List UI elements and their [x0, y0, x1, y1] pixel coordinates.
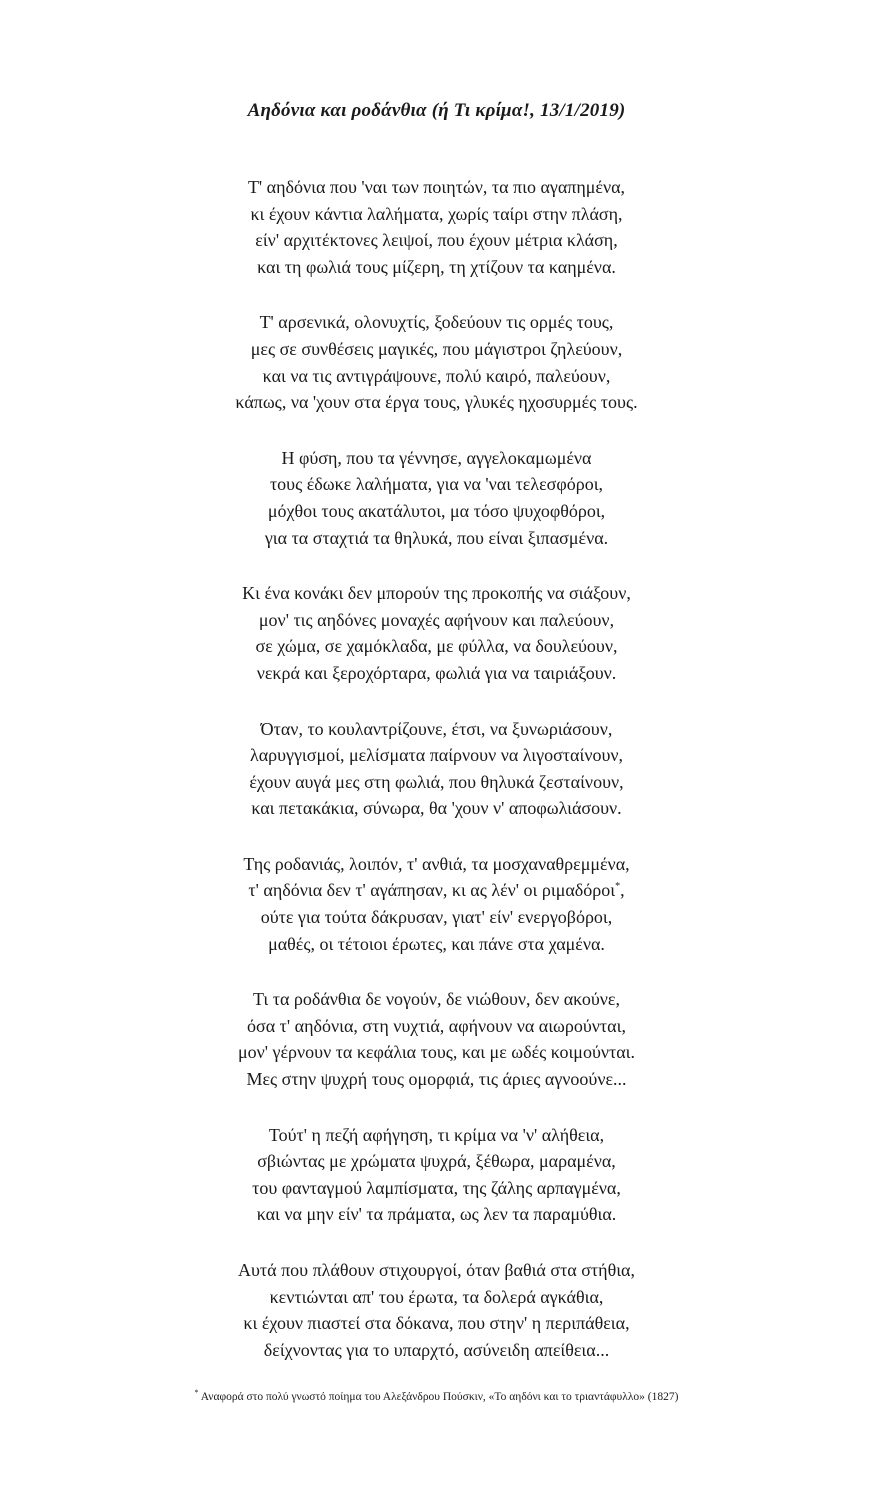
poem-line	[0, 716, 873, 743]
poem-line-text: μον' τις αηδόνες μοναχές αφήνουν και παλεύουν,	[258, 609, 615, 630]
stanza	[0, 986, 873, 1092]
poem-line	[0, 1066, 873, 1093]
poem-line-text: μον' γέρνουν τα κεφάλια τους, και με ωδές κοιμούνται.	[237, 1042, 636, 1063]
stanza	[0, 445, 873, 551]
poem-line	[0, 254, 873, 281]
poem-line-text: του φανταγμού λαμπίσματα, της ζάλης αρπαγμένα,	[252, 1177, 621, 1198]
poem-body	[0, 174, 873, 1392]
poem-line-text: λαρυγγισμοί, μελίσματα παίρνουν να λιγοσταίνουν,	[249, 745, 624, 766]
poem-line	[0, 336, 873, 363]
poem-line-text: Της ροδανιάς, λοιπόν, τ' ανθιά, τα μοσχαναθρεμμένα,	[243, 853, 630, 874]
poem-line	[0, 769, 873, 796]
poem-line	[0, 363, 873, 390]
poem-line-text: για τα σταχτιά τα θηλυκά, που είναι ξιπασμένα.	[264, 527, 609, 548]
footnote-marker: *	[194, 1388, 199, 1398]
poem-line	[0, 525, 873, 552]
poem-line-text: Αυτά που πλάθουν στιχουργοί, όταν βαθιά στα στήθια,	[238, 1260, 635, 1280]
poem-line-text: και να μην είν' τα πράματα, ως λεν τα παραμύθια.	[256, 1204, 617, 1225]
poem-line-text: Τ' αηδόνια που 'ναι των ποιητών, τα πιο αγαπημένα,	[247, 177, 626, 197]
footnote-text: Αναφορά στο πολύ γνωστό ποίημα του Αλεξάνδρου Πούσκιν, «Το αηδόνι και το τριαντάφυλλο» (1827)	[200, 1391, 679, 1403]
poem-line-text: κι έχουν πιαστεί στα δόκανα, που στην' η περιπάθεια,	[243, 1313, 630, 1334]
poem-line	[0, 1201, 873, 1228]
poem-line-text: Η φύση, που τα γέννησε, αγγελοκαμωμένα	[281, 447, 592, 468]
poem-line-text: σβιώντας με χρώματα ψυχρά, ξέθωρα, μαραμένα,	[257, 1151, 616, 1172]
stanza	[0, 580, 873, 686]
poem-line-text: μόχθοι τους ακατάλυτοι, μα τόσο ψυχοφθόροι,	[267, 500, 606, 521]
stanza	[0, 716, 873, 822]
poem-line-text: Κι ένα κονάκι δεν μπορούν της προκοπής να σιάξουν,	[242, 583, 631, 604]
stanza	[0, 1257, 873, 1363]
poem-line-text: είν' αρχιτέκτονες λειψοί, που έχουν μέτρια κλάση,	[255, 230, 618, 251]
poem-line	[0, 1310, 873, 1337]
poem-line	[0, 389, 873, 416]
poem-line	[0, 633, 873, 660]
stanza	[0, 851, 873, 957]
poem-line	[0, 1039, 873, 1066]
poem-line-text: Όταν, το κουλαντρίζουνε, έτσι, να ξυνωριάσουν,	[260, 718, 613, 739]
poem-line-text: τους έδωκε λαλήματα, για να 'ναι τελεσφόροι,	[269, 474, 604, 495]
poem-line	[0, 795, 873, 822]
poem-line	[0, 1148, 873, 1175]
poem-line	[0, 1257, 873, 1284]
poem-line	[0, 660, 873, 687]
poem-line-text: όσα τ' αηδόνια, στη νυχτιά, αφήνουν να αιωρούνται,	[247, 1015, 626, 1036]
poem-line-text: και πετακάκια, σύνωρα, θα 'χουν ν' αποφωλιάσουν.	[251, 798, 622, 819]
poem-line-text: έχουν αυγά μες στη φωλιά, που θηλυκά ζεσταίνουν,	[249, 771, 624, 792]
poem-line	[0, 471, 873, 498]
poem-line	[0, 904, 873, 931]
poem-line	[0, 931, 873, 958]
poem-title: Αηδόνια και ροδάνθια (ή Τι κρίμα!, 13/1/2019)	[247, 100, 626, 121]
poem-line	[0, 309, 873, 336]
poem-line	[0, 607, 873, 634]
poem-line	[0, 445, 873, 472]
poem-line-text: σε χώμα, σε χαμόκλαδα, με φύλλα, να δουλεύουν,	[255, 636, 618, 657]
poem-line-text: Τούτ' η πεζή αφήγηση, τι κρίμα να 'ν' αλήθεια,	[268, 1124, 605, 1145]
poem-line-text: νεκρά και ξεροχόρταρα, φωλιά για να ταιριάξουν.	[256, 662, 617, 683]
poem-line-text: μαθές, οι τέτοιοι έρωτες, και πάνε στα χαμένα.	[268, 933, 605, 954]
poem-line	[0, 1337, 873, 1364]
poem-line-text: και να τις αντιγράψουνε, πολύ καιρό, παλεύουν,	[262, 365, 611, 386]
poem-line-text: κεντιώνται απ' του έρωτα, τα δολερά αγκάθια,	[269, 1286, 604, 1307]
stanza	[0, 174, 873, 280]
footnote	[0, 1388, 873, 1403]
poem-line-text: Τ' αρσενικά, ολονυχτίς, ξοδεύουν τις ορμές τους,	[259, 312, 614, 333]
poem-line-text: μες σε συνθέσεις μαγικές, που μάγιστροι ζηλεύουν,	[250, 338, 623, 359]
poem-line-text: και τη φωλιά τους μίζερη, τη χτίζουν τα καημένα.	[257, 256, 616, 277]
stanza	[0, 1122, 873, 1228]
poem-line	[0, 1284, 873, 1311]
poem-line: τ' αηδόνια δεν τ' αγάπησαν, κι ας λέν' οι ριμαδόροι*,	[248, 880, 625, 901]
poem-line	[0, 227, 873, 254]
poem-line	[0, 1013, 873, 1040]
poem-line	[0, 986, 873, 1013]
footnote-reference: *	[615, 881, 621, 893]
poem-line	[0, 1122, 873, 1149]
poem-line	[0, 201, 873, 228]
stanza	[0, 309, 873, 415]
poem-line-text: δείχνοντας για το υπαρχτό, ασύνειδη απείθεια...	[263, 1339, 610, 1360]
poem-line	[0, 174, 873, 201]
poem-line	[0, 1175, 873, 1202]
poem-line	[0, 498, 873, 525]
poem-line-text: κι έχουν κάντια λαλήματα, χωρίς ταίρι στην πλάση,	[250, 203, 623, 224]
poem-line-text: ούτε για τούτα δάκρυσαν, γιατ' είν' ενεργοβόροι,	[260, 907, 613, 928]
poem-line-text: κάπως, να 'χουν στα έργα τους, γλυκές ηχοσυρμές τους.	[235, 392, 638, 413]
poem-line-text: Μες στην ψυχρή τους ομορφιά, τις άριες αγνοούνε...	[246, 1069, 627, 1090]
poem-line	[0, 742, 873, 769]
poem-line	[0, 851, 873, 878]
poem-line-text: τ' αηδόνια δεν τ' αγάπησαν, κι ας λέν' οι ριμαδόροι	[248, 880, 616, 901]
poem-line	[0, 580, 873, 607]
poem-line-text: Τι τα ροδάνθια δε νογούν, δε νιώθουν, δεν ακούνε,	[253, 989, 620, 1010]
